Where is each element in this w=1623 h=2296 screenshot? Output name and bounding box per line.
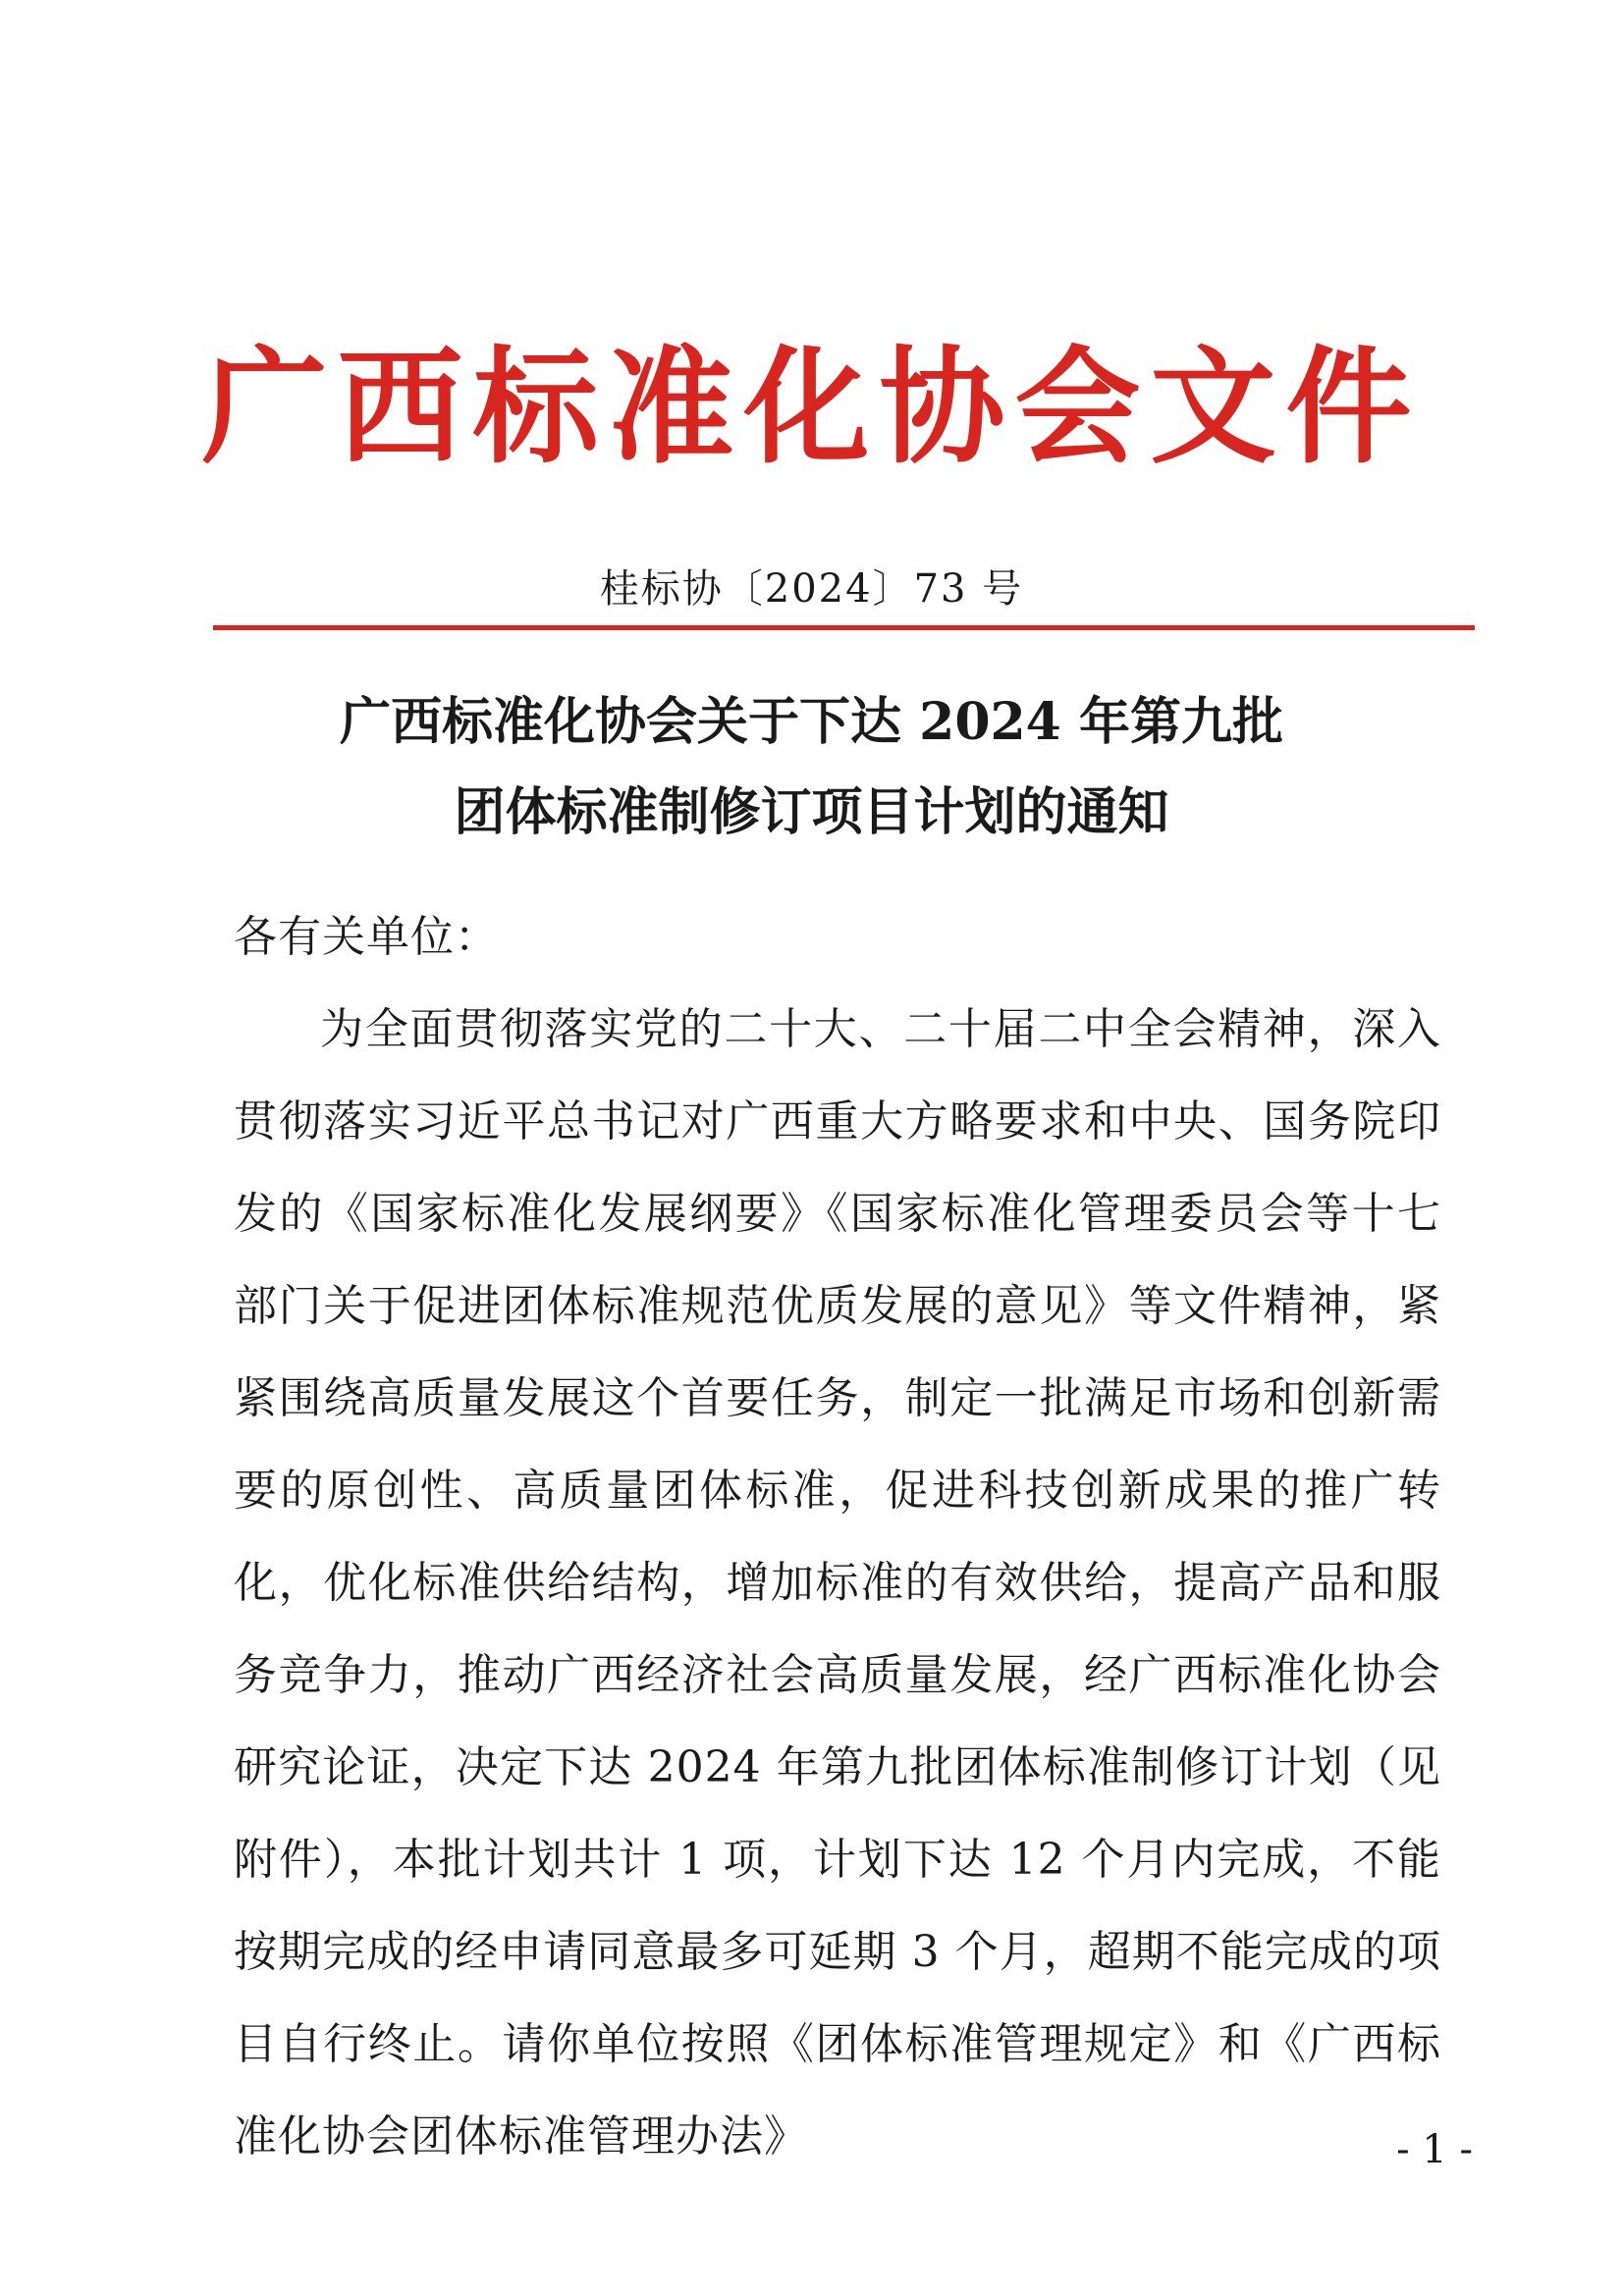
- notice-title: [0, 677, 1623, 858]
- notice-title-line-2: 团体标准制修订项目计划的通知: [454, 782, 1169, 842]
- red-divider-line: [213, 625, 1475, 630]
- document-number: 桂标协〔2024〕73 号: [599, 566, 1024, 612]
- masthead-title: 广西标准化协会文件: [201, 334, 1422, 481]
- notice-body: [234, 891, 1441, 2183]
- notice-title-line-1: 广西标准化协会关于下达 2024 年第九批: [340, 692, 1283, 752]
- body-paragraph: 为全面贯彻落实党的二十大、二十届二中全会精神，深入贯彻落实习近平总书记对广西重大方略要求和中央、国务院印发的《国家标准化发展纲要》《国家标准化管理委员会等十七部门关于促进团体标准规范优质发展的意见》等文件精神，紧紧围绕高质量发展这个首要任务，制定一批满足市场和创新需要的原创性、高质量团体标准，促进科技创新成果的推广转化，优化标准供给结构，增加标准的有效供给，提高产品和服务竞争力，推动广西经济社会高质量发展，经广西标准化协会研究论证，决定下达 2024 年第九批团体标准制修订计划（见附件），本批计划共计 1 项，计划下达 12 个月内完成，不能按期完成的经申请同意最多可延期 3 个月，超期不能完成的项目自行终止。请你单位按照《团体标准管理规定》和《广西标准化协会团体标准管理办法》: [234, 1004, 1441, 2162]
- page-number: - 1 -: [1396, 2127, 1473, 2172]
- salutation: 各有关单位：: [234, 912, 499, 962]
